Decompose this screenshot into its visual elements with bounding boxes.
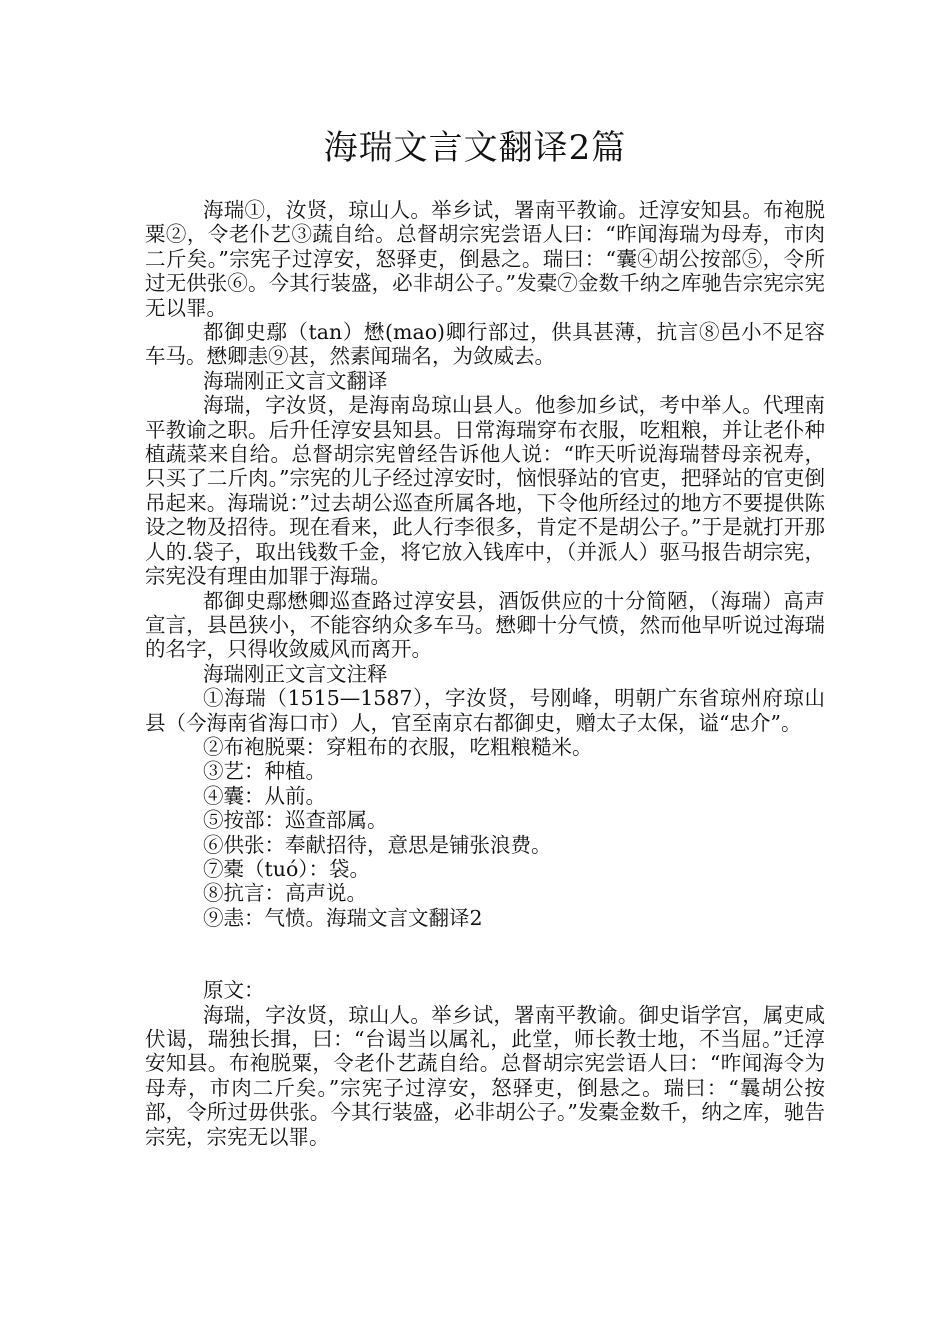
section-heading-notes: 海瑞刚正文言文注释 xyxy=(203,661,388,686)
note-item-8: ⑧抗言：高声说。 xyxy=(203,881,367,906)
paragraph-translation-1: 海瑞，字汝贤，是海南岛琼山县人。他参加乡试，考中举人。代理南平教谕之职。后升任淳安县知县。日常海瑞穿布衣服，吃粗粮，并让老仆种植蔬菜来自给。总督胡宗宪曾经告诉他人说：“昨天听说海瑞替母亲祝寿，只买了二斤肉。”宗宪的儿子经过淳安时，恼恨驿站的官吏，把驿站的官吏倒吊起来。海瑞说：”过去胡公巡查所属各地，下令他所经过的地方不要提供陈设之物及招待。现在看来，此人行李很多，肯定不是胡公子。”于是就打开那人的.袋子，取出钱数千金，将它放入钱库中，（并派人）驱马报告胡宗宪，宗宪没有理由加罪于海瑞。 xyxy=(145,393,825,589)
document-title: 海瑞文言文翻译2篇 xyxy=(323,128,627,168)
section-heading-translation: 海瑞刚正文言文翻译 xyxy=(203,368,388,393)
note-item-5: ⑤按部：巡查部属。 xyxy=(203,808,388,833)
document-body xyxy=(145,198,825,1149)
section-heading-original: 原文： xyxy=(203,978,265,1003)
note-item-3: ③艺：种植。 xyxy=(203,759,326,784)
paragraph-original-2: 都御史鄢（tan）懋(mao)卿行部过，供具甚薄，抗言⑧邑小不足容车马。懋卿恚⑨甚，然素闻瑞名，为敛威去。 xyxy=(145,320,825,369)
note-item-6: ⑥供张：奉献招待，意思是铺张浪费。 xyxy=(203,832,552,857)
paragraph-translation-2: 都御史鄢懋卿巡查路过淳安县，酒饭供应的十分简陋，（海瑞）高声宣言，县邑狭小，不能容纳众多车马。懋卿十分气愤，然而他早听说过海瑞的名字，只得收敛威风而离开。 xyxy=(145,588,825,662)
note-item-4: ④囊：从前。 xyxy=(203,783,326,808)
note-item-9: ⑨恚：气愤。海瑞文言文翻译2 xyxy=(203,905,483,930)
paragraph-original-full: 海瑞，字汝贤，琼山人。举乡试，署南平教谕。御史诣学宫，属吏咸伏谒，瑞独长揖，曰：“台谒当以属礼，此堂，师长教士地，不当屈。”迁淳安知县。布袍脱粟，令老仆艺蔬自给。总督胡宗宪尝语人曰：“昨闻海令为母寿，市肉二斤矣。”宗宪子过淳安，怒驿吏，倒悬之。瑞曰：“曩胡公按部，令所过毋供张。今其行装盛，必非胡公子。”发橐金数千，纳之库，驰告宗宪，宗宪无以罪。 xyxy=(145,1002,825,1149)
section-gap xyxy=(145,930,825,978)
paragraph-original-1: 海瑞①，汝贤，琼山人。举乡试，署南平教谕。迁淳安知县。布袍脱粟②，令老仆艺③蔬自给。总督胡宗宪尝语人曰：“昨闻海瑞为母寿，市肉二斤矣。”宗宪子过淳安，怒驿吏，倒悬之。瑞曰：“囊④胡公按部⑤，令所过无供张⑥。今其行装盛，必非胡公子。”发橐⑦金数千纳之库驰告宗宪宗宪无以罪。 xyxy=(145,198,825,320)
note-item-2: ②布袍脱粟：穿粗布的衣服，吃粗粮糙米。 xyxy=(203,734,593,759)
note-item-7: ⑦橐（tuó）：袋。 xyxy=(203,856,371,881)
note-item-1: ①海瑞（1515—1587），字汝贤，号刚峰，明朝广东省琼州府琼山县（今海南省海口市）人，官至南京右都御史，赠太子太保，谥“忠介”。 xyxy=(145,686,825,735)
